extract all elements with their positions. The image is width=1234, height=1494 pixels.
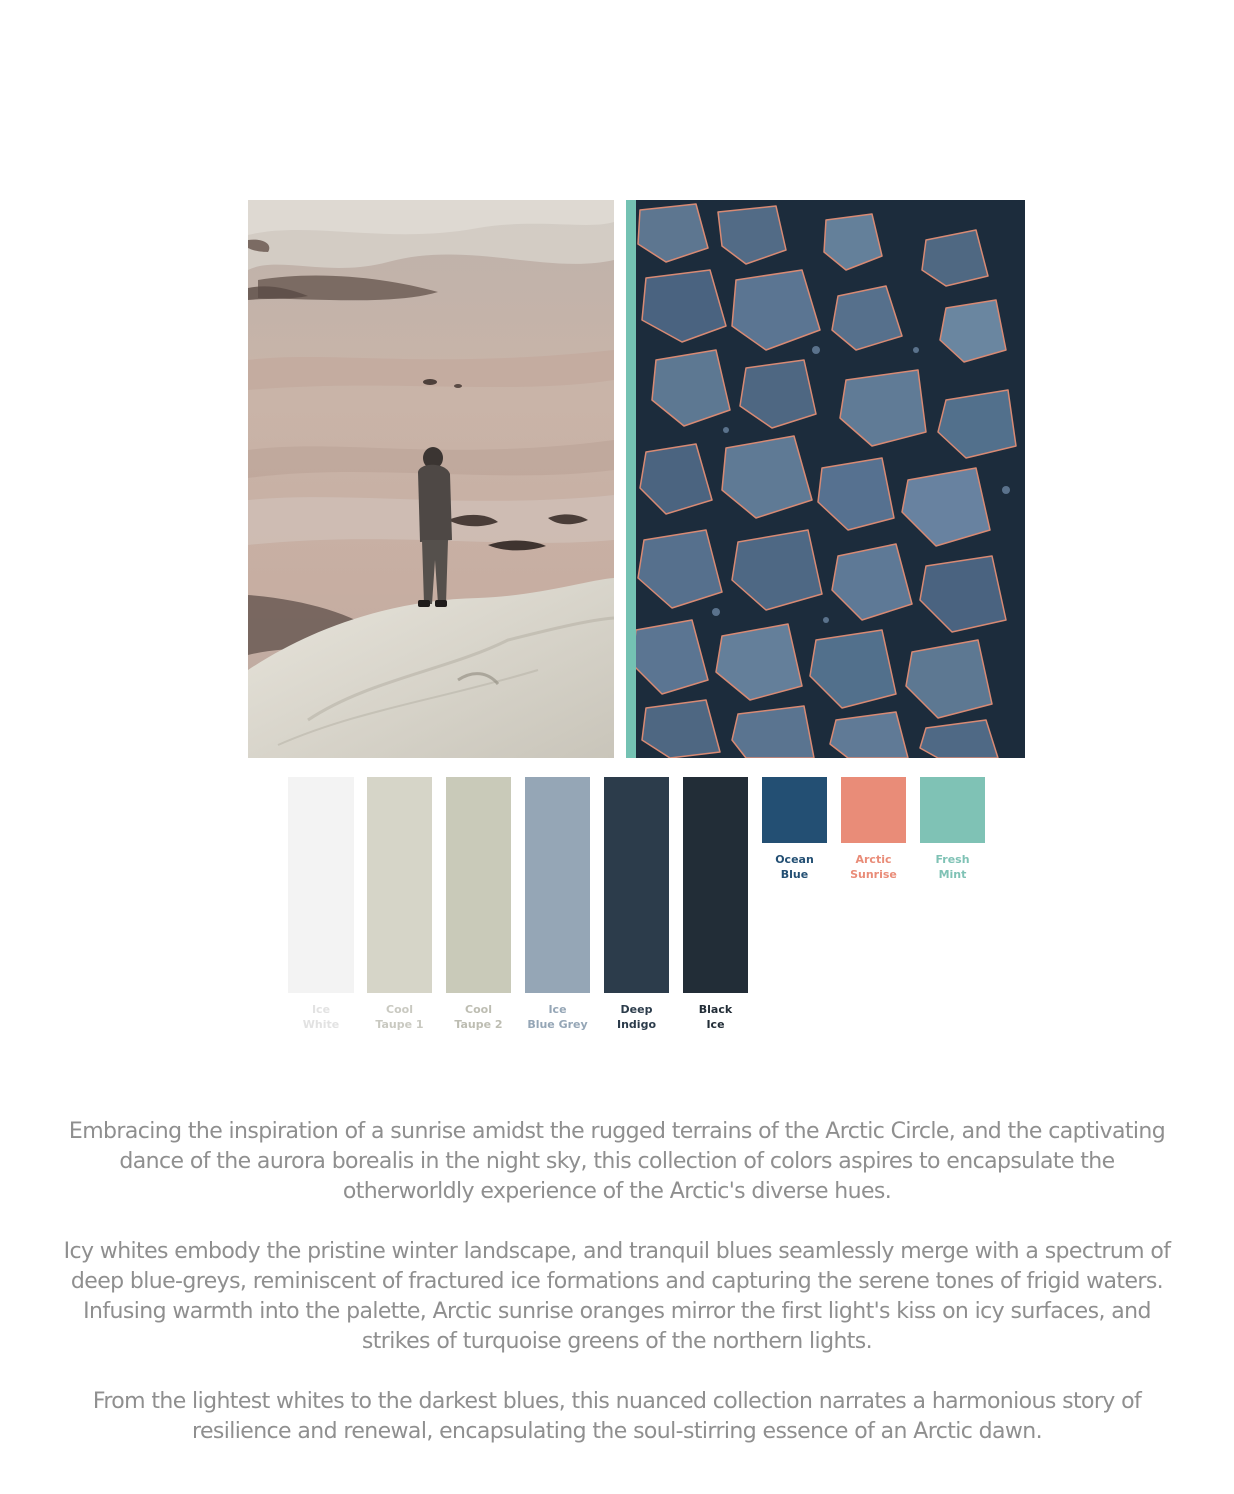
swatch-label: Arctic Sunrise — [850, 853, 897, 881]
arctic-landscape-with-person-photo — [248, 200, 614, 758]
swatch-chip — [525, 777, 590, 993]
swatch-ice-blue-grey — [525, 777, 590, 1032]
description-paragraph-3: From the lightest whites to the darkest blues, this nuanced collection narrates a harmonious story of resilience and renewal, encapsulating the soul-stirring essence of an Arctic dawn. — [92, 1389, 1142, 1444]
swatch-chip — [367, 777, 432, 993]
swatch-label: Black Ice — [698, 1003, 733, 1031]
swatch-chip — [446, 777, 511, 993]
palette-description — [60, 1117, 1174, 1477]
fractured-ice-aerial-photo — [626, 200, 1025, 758]
swatch-label: Ocean Blue — [775, 853, 814, 881]
swatch-chip — [762, 777, 827, 843]
description-paragraph-2: Icy whites embody the pristine winter landscape, and tranquil blues seamlessly merge with a spectrum of deep blue-greys, reminiscent of fractured ice formations and capturing the serene tones of frigid waters. Infusing warmth into the palette, Arctic sunrise oranges mirror the first light's kiss on icy surfaces, and strikes of turquoise greens of the northern lights. — [63, 1239, 1171, 1354]
swatch-label: Ice Blue Grey — [527, 1003, 588, 1031]
swatch-deep-indigo — [604, 777, 669, 1032]
swatch-label: Ice White — [302, 1003, 340, 1031]
description-paragraph-1: Embracing the inspiration of a sunrise amidst the rugged terrains of the Arctic Circle, and the captivating dance of the aurora borealis in the night sky, this collection of colors aspires to encapsulate the otherworldly experience of the Arctic's diverse hues. — [68, 1119, 1166, 1204]
swatch-chip — [288, 777, 354, 993]
swatch-label: Cool Taupe 1 — [375, 1003, 424, 1031]
swatch-label: Fresh Mint — [935, 853, 970, 881]
swatch-label: Cool Taupe 2 — [454, 1003, 503, 1031]
swatch-cool-taupe-2 — [446, 777, 511, 1032]
teal-edge-stripe — [626, 200, 636, 758]
swatch-ocean-blue — [762, 777, 827, 882]
swatch-black-ice — [683, 777, 748, 1032]
swatch-fresh-mint — [920, 777, 985, 882]
swatch-chip — [683, 777, 748, 993]
swatch-label: Deep Indigo — [617, 1003, 656, 1031]
swatch-chip — [841, 777, 906, 843]
swatch-arctic-sunrise — [841, 777, 906, 882]
swatch-chip — [920, 777, 985, 843]
swatch-cool-taupe-1 — [367, 777, 432, 1032]
swatch-chip — [604, 777, 669, 993]
swatch-ice-white — [288, 777, 354, 1032]
